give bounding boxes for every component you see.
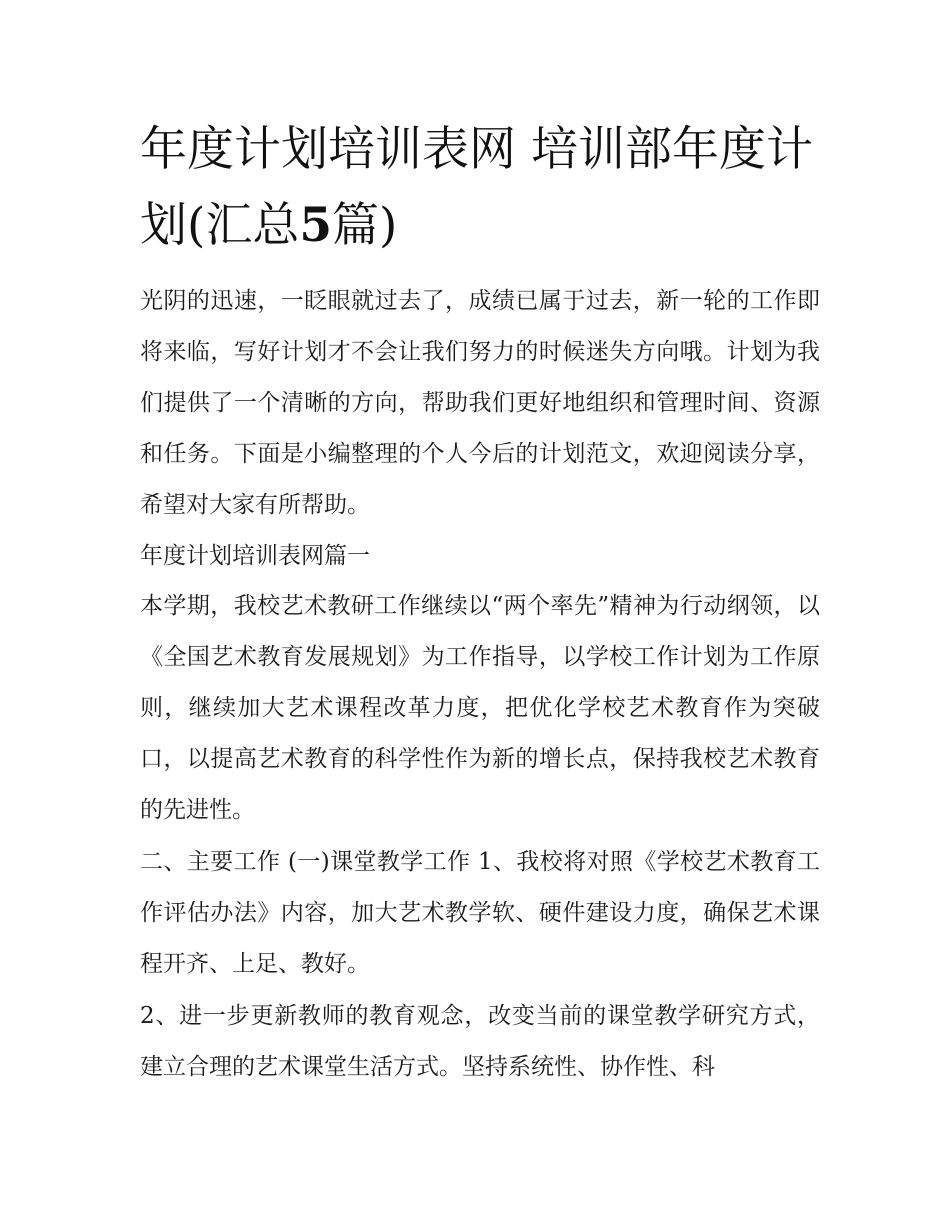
section-heading: 年度计划培训表网篇一 xyxy=(140,543,370,569)
title-text-end: 篇) xyxy=(332,198,398,253)
title-number: 5 xyxy=(299,198,333,253)
body-paragraph: 二、主要工作 (一)课堂教学工作 1、我校将对照《学校艺术教育工作评估办法》内容，加大艺术教学软、硬件建设力度，确保艺术课程开齐、上足、教好。 xyxy=(140,849,820,977)
body-paragraph: 2、进一步更新教师的教育观念，改变当前的课堂教学研究方式，建立合理的艺术课堂生活方式。坚持系统性、协作性、科 xyxy=(140,1003,820,1080)
intro-paragraph: 光阴的迅速，一眨眼就过去了，成绩已属于过去，新一轮的工作即将来临，写好计划才不会让我们努力的时候迷失方向哦。计划为我们提供了一个清晰的方向，帮助我们更好地组织和管理时间、资源和任务。下面是小编整理的个人今后的计划范文，欢迎阅读分享，希望对大家有所帮助。 xyxy=(140,288,820,518)
document-body xyxy=(140,276,820,1093)
title-text-main: 年度计划培训表网 培训部年度计划(汇总 xyxy=(140,122,813,253)
body-paragraph: 本学期，我校艺术教研工作继续以“两个率先”精神为行动纲领，以《全国艺术教育发展规划》为工作指导，以学校工作计划为工作原则，继续加大艺术课程改革力度，把优化学校艺术教育作为突破口，以提高艺术教育的科学性作为新的增长点，保持我校艺术教育的先进性。 xyxy=(140,593,820,823)
document-title xyxy=(140,112,820,264)
